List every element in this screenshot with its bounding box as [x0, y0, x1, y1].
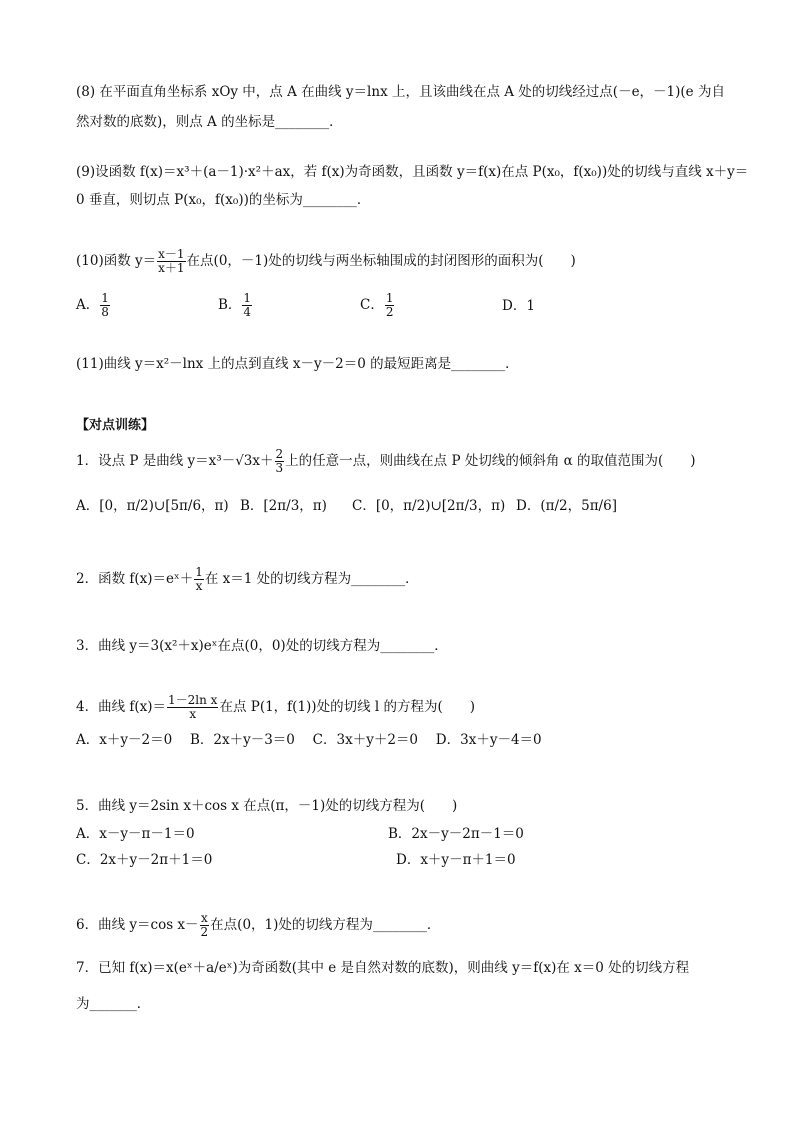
t2-stem — [76, 566, 419, 593]
option-fraction — [385, 292, 395, 319]
option-fraction — [242, 292, 252, 319]
t4-stem — [76, 694, 475, 721]
q10-frac-num: x－1 — [158, 247, 185, 261]
frac-num: 1－2ln x — [168, 693, 218, 707]
t4-prefix: 4．曲线 f(x)＝ — [76, 699, 167, 715]
q9-line1: (9)设函数 f(x)＝x³＋(a－1)·x²＋ax，若 f(x)为奇函数，且函数 y＝f(x)在点 P(x₀，f(x₀))处的切线与直线 x＋y＝ — [76, 164, 749, 180]
t1-option-b[interactable]: B．[2π/3，π) — [240, 498, 327, 514]
t2-suffix: 在 x＝1 处的切线方程为________． — [204, 571, 419, 587]
frac-den: 2 — [385, 305, 394, 319]
q10-prefix: (10)函数 y＝ — [76, 253, 157, 269]
t6-fraction — [200, 912, 210, 939]
t4-options[interactable]: A．x＋y－2＝0 B．2x＋y－3＝0 C．3x＋y＋2＝0 D．3x＋y－4＝0 — [76, 732, 542, 748]
t6-suffix: 在点(0，1)处的切线方程为________． — [210, 917, 441, 933]
q9-line2: 0 垂直，则切点 P(x₀，f(x₀))的坐标为________． — [76, 192, 371, 208]
q8-line1: (8) 在平面直角坐标系 xOy 中，点 A 在曲线 y＝lnx 上，且该曲线在点 A 处的切线经过点(－e，－1)(e 为自 — [76, 84, 725, 100]
option-label: C． — [360, 297, 384, 313]
q8-line2: 然对数的底数)，则点 A 的坐标是________． — [76, 114, 343, 130]
q10-option-d[interactable] — [502, 296, 535, 316]
t5-option-a[interactable]: A．x－y－π－1＝0 — [76, 826, 195, 842]
frac-den: 3 — [275, 461, 284, 475]
frac-den: 8 — [101, 305, 109, 319]
q10-frac-den: x＋1 — [158, 261, 185, 275]
t5-line1: 5．曲线 y＝2sin x＋cos x 在点(π，－1)处的切线方程为( ) — [76, 798, 458, 814]
option-label: A． — [76, 297, 100, 313]
t3-line1: 3．曲线 y＝3(x²＋x)eˣ在点(0，0)处的切线方程为________． — [76, 638, 448, 654]
q10-stem — [76, 248, 576, 275]
option-label: B． — [218, 297, 242, 313]
q10-fraction — [157, 248, 185, 275]
t2-prefix: 2．函数 f(x)＝eˣ＋ — [76, 571, 194, 587]
t1-stem — [76, 448, 696, 475]
frac-den: x — [195, 579, 203, 593]
frac-num: 1 — [195, 565, 203, 579]
q10-suffix: 在点(0，－1)处的切线与两坐标轴围成的封闭图形的面积为( ) — [186, 253, 576, 269]
t7-suffix: 为奇函数(其中 e 是自然对数的底数)，则曲线 y＝f(x)在 x＝0 处的切线方程 — [237, 960, 690, 976]
t7-inner-expression: (eˣ＋a/eˣ) — [173, 960, 238, 976]
t5-option-d[interactable]: D．x＋y－π＋1＝0 — [396, 852, 516, 868]
t7-line1 — [76, 958, 689, 978]
t1-fraction — [275, 448, 285, 475]
frac-num: 2 — [275, 447, 284, 461]
frac-den: 4 — [243, 305, 252, 319]
frac-den: 2 — [200, 925, 209, 939]
frac-num: 1 — [385, 291, 394, 305]
t2-fraction — [194, 566, 204, 593]
q10-option-c[interactable] — [360, 292, 395, 319]
option-fraction — [100, 292, 110, 319]
t7-prefix: 7．已知 f(x)＝x — [76, 960, 174, 976]
t6-prefix: 6．曲线 y＝cos x－ — [76, 917, 199, 933]
t1-option-d[interactable]: D．(π/2，5π/6] — [516, 498, 617, 514]
t6-stem — [76, 912, 440, 939]
q10-option-a[interactable] — [76, 292, 111, 319]
t4-suffix: 在点 P(1，f(1))处的切线 l 的方程为( ) — [219, 699, 476, 715]
t5-option-c[interactable]: C．2x＋y－2π＋1＝0 — [76, 852, 213, 868]
t1-option-a[interactable]: A．[0，π/2)∪[5π/6，π) — [76, 498, 229, 514]
section-heading: 【对点训练】 — [76, 418, 155, 433]
frac-num: 1 — [101, 291, 109, 305]
q11-line1: (11)曲线 y＝x²－lnx 上的点到直线 x－y－2＝0 的最短距离是________． — [76, 356, 519, 372]
t5-option-b[interactable]: B．2x－y－2π－1＝0 — [388, 826, 524, 842]
frac-num: x — [200, 911, 208, 925]
t4-fraction — [167, 694, 218, 721]
t1-suffix: 上的任意一点，则曲线在点 P 处切线的倾斜角 α 的取值范围为( ) — [285, 453, 696, 469]
t1-option-c[interactable]: C．[0，π/2)∪[2π/3，π) — [352, 498, 506, 514]
option-label: D．1 — [502, 298, 535, 314]
t7-line2: 为_______． — [76, 996, 151, 1012]
frac-num: 1 — [243, 291, 252, 305]
t1-prefix: 1．设点 P 是曲线 y＝x³－√3x＋ — [76, 453, 274, 469]
q10-option-b[interactable] — [218, 292, 253, 319]
frac-den: x — [189, 707, 197, 721]
